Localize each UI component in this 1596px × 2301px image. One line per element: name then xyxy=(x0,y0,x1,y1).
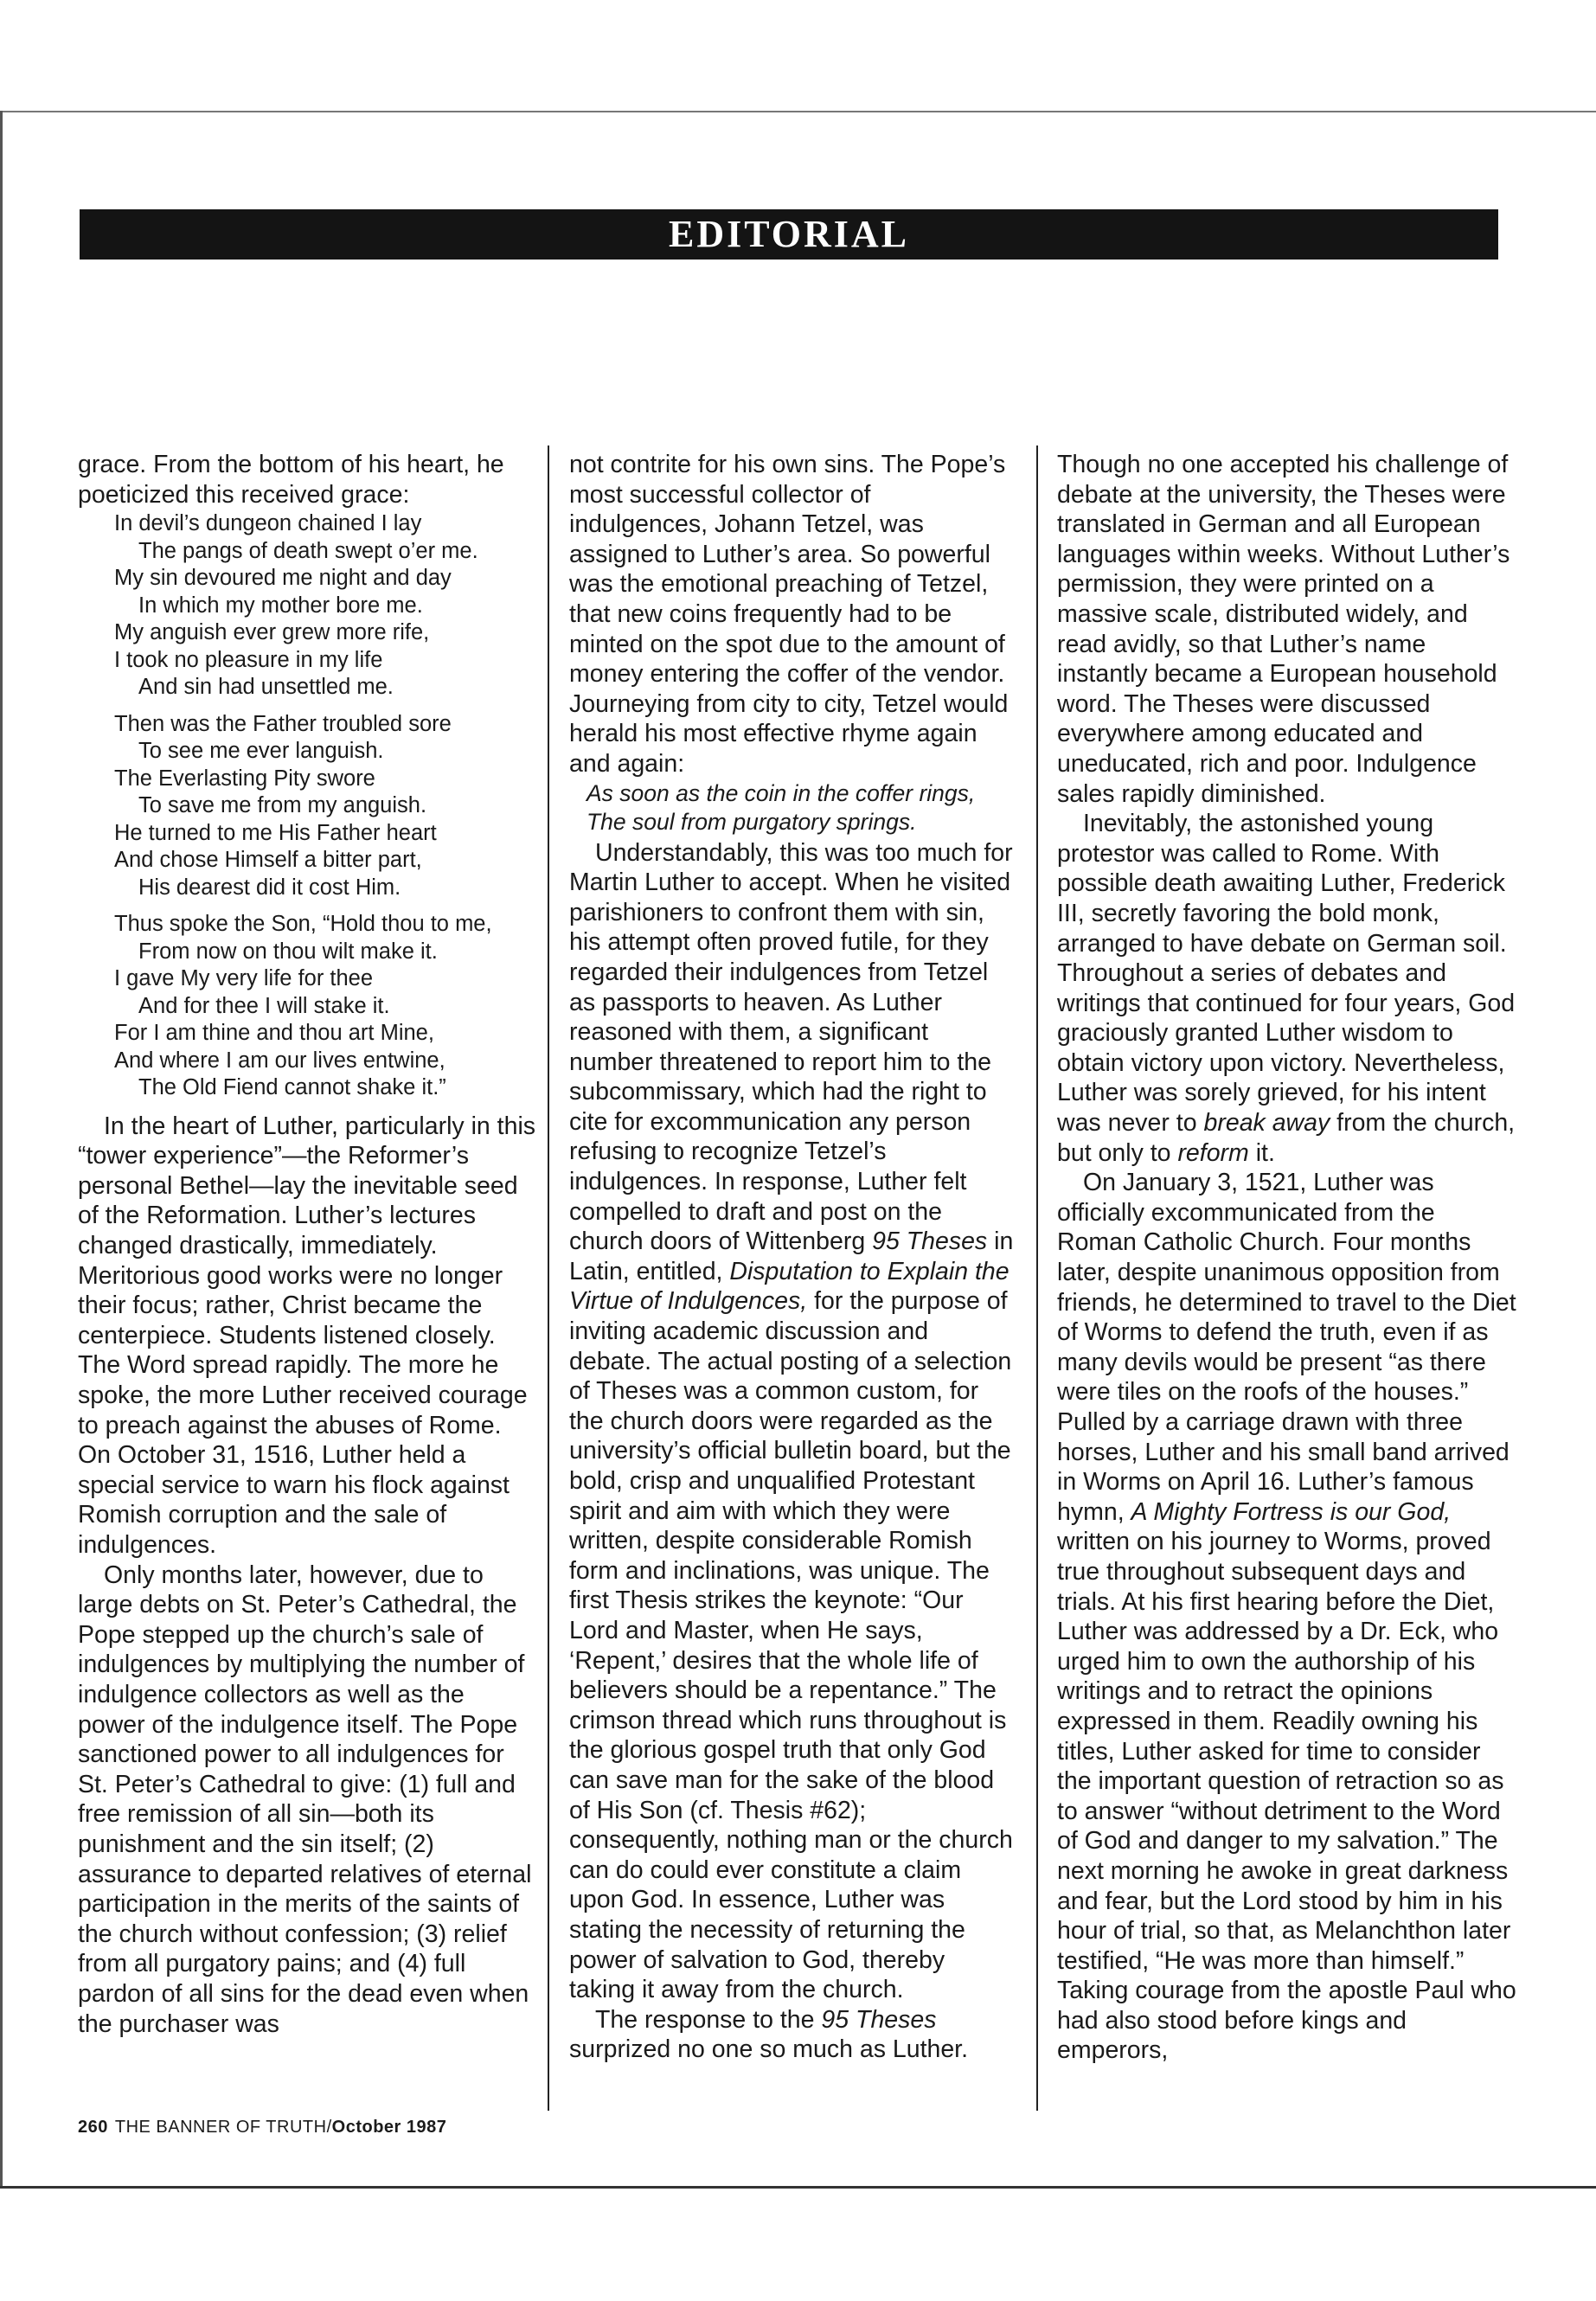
poem-line: To see me ever languish. xyxy=(138,739,384,764)
page-footer xyxy=(78,2117,446,2138)
text-run: surprized no one so much as Luther. xyxy=(569,2035,969,2064)
poem-line: And chose Himself a bitter part, xyxy=(114,848,422,873)
col2-paragraph xyxy=(569,2005,1015,2065)
col1-intro: grace. From the bottom of his heart, he poeticized this received grace: xyxy=(78,451,504,509)
section-title: EDITORIAL xyxy=(668,213,910,255)
poem-line: My sin devoured me night and day xyxy=(114,566,452,591)
column-2 xyxy=(569,450,1015,2065)
poem-line: Then was the Father troubled sore xyxy=(114,711,452,736)
text-run: The response to the xyxy=(595,2005,822,2034)
poem-line: I took no pleasure in my life xyxy=(114,647,383,672)
text-run: Inevitably, the astonished young protestor was called to Rome. With possible death awaiting Luther, Frederick III, secretly favoring the bold monk, arranged to have debate on German soil. Throughout a series of debates and writings that continued for four years, God graciously granted Luther wisdom to obtain victory upon victory. Nevertheless, Luther was sorely grieved, for his intent was never to xyxy=(1057,810,1516,1138)
poem-line: And sin had unsettled me. xyxy=(138,675,394,700)
poem-line: The pangs of death swept o’er me. xyxy=(138,538,478,563)
italic-phrase: reform xyxy=(1177,1138,1249,1167)
poem-line: I gave My very life for thee xyxy=(114,966,374,991)
tetzel-rhyme xyxy=(586,779,1015,836)
col3-paragraph xyxy=(1057,1168,1517,2066)
italic-title: 95 Theses xyxy=(872,1227,988,1256)
section-banner xyxy=(80,209,1498,260)
text-run: from the church, but only to xyxy=(1057,1109,1516,1167)
column-divider xyxy=(1036,445,1038,2111)
col1-paragraph: Only months later, however, due to large debts on St. Peter’s Cathedral, the Pope stepped up the church’s sale of indulgences by multiplying the number of indulgence collectors as well as the power of the indulgence itself. The Pope sanctioned power to all indulgences for St. Peter’s Cathedral to give: (1) full and free remission of all sin—both its punishment and the sin itself; (2) assurance to departed relatives of eternal participation in the merits of the saints of the church without confession; (3) relief from all purgatory pains; and (4) full pardon of all sins for the dead even when the purchaser was xyxy=(78,1561,532,2038)
poem-stanza-2 xyxy=(78,711,536,902)
text-run: for the purpose of inviting academic discussion and debate. The actual posting of a selection of Theses was a common custom, for the church doors were regarded as the university’s official bulletin board, but the bold, crisp and unqualified Protestant spirit and aim with which they were written, despite considerable Romish form and inclinations, was unique. The first Thesis strikes the keynote: “Our Lord and Master, when He says, ‘Repent,’ desires that the whole life of believers should be a repentance.” The crimson thread which runs throughout is the glorious gospel truth that only God can save man for the sake of the blood of His Son (cf. Thesis #62); consequently, nothing man or the church can do could ever constitute a claim upon God. In essence, Luther was stating the necessity of returning the power of salvation to God, thereby taking it away from the church. xyxy=(569,1287,1013,2004)
issue-date: October 1987 xyxy=(331,2118,447,2137)
poem-line: The Everlasting Pity swore xyxy=(114,766,375,791)
poem-stanza-3 xyxy=(78,911,536,1102)
poem-line: In which my mother bore me. xyxy=(138,593,423,618)
poem-line: The Old Fiend cannot shake it.” xyxy=(138,1075,446,1100)
top-edge-rule xyxy=(0,111,1596,112)
poem-line: In devil’s dungeon chained I lay xyxy=(114,511,422,536)
bottom-edge-rule xyxy=(0,2186,1596,2189)
poem-line: My anguish ever grew more rife, xyxy=(114,620,430,645)
poem-line: He turned to me His Father heart xyxy=(114,820,437,845)
poem-line: Thus spoke the Son, “Hold thou to me, xyxy=(114,912,492,937)
text-run: written on his journey to Worms, proved true throughout subsequent days and trials. At his first hearing before the Diet, Luther was addressed by a Dr. Eck, who urged him to own the authorship of his writings and to retract the opinions expressed in them. Readily owning his titles, Luther asked for time to consider the important question of retraction so as to answer “without detriment to the Word of God and danger to my salvation.” The next morning he awoke in great darkness and fear, but the Lord stood by him in his hour of trial, so that, as Melanchthon later testified, “He was more than himself.” Taking courage from the apostle Paul who had also stood before kings and emperors, xyxy=(1057,1528,1516,2065)
rhyme-line: As soon as the coin in the coffer rings, xyxy=(586,779,976,806)
col2-paragraph: not contrite for his own sins. The Pope’s most successful collector of indulgences, Johann Tetzel, was assigned to Luther’s area. So powerful was the emotional preaching of Tetzel, that new coins frequently had to be minted on the spot due to the amount of money entering the coffer of the vendor. Journeying from city to city, Tetzel would herald his most effective rhyme again and again: xyxy=(569,451,1009,778)
poem-line: From now on thou wilt make it. xyxy=(138,939,438,964)
col3-paragraph: Though no one accepted his challenge of debate at the university, the Theses were translated in German and all European languages within weeks. Without Luther’s permission, they were printed on a massive scale, distributed widely, and read avidly, so that Luther’s name instantly became a European household word. The Theses were discussed everywhere among educated and uneducated, rich and poor. Indulgence sales rapidly diminished. xyxy=(1057,451,1510,808)
italic-title: Disputation to Explain the Virtue of Indulgences, xyxy=(569,1257,1010,1316)
italic-phrase: break away xyxy=(1203,1109,1330,1138)
poem-line: To save me from my anguish. xyxy=(138,793,427,818)
left-page-edge xyxy=(0,111,3,2187)
italic-title: A Mighty Fortress is our God, xyxy=(1131,1497,1452,1526)
publication-name: THE BANNER OF TRUTH/ xyxy=(114,2118,332,2137)
text-run: Understandably, this was too much for Martin Luther to accept. When he visited parishioners to confront them with sin, his attempt often proved futile, for they regarded their indulgences from Tetzel as passports to heaven. As Luther reasoned with them, a significant number threatened to report him to the subcommissary, which had the right to cite for excommunication any person refusing to recognize Tetzel’s indulgences. In response, Luther felt compelled to draft and post on the church doors of Wittenberg xyxy=(569,838,1013,1256)
rhyme-line: The soul from purgatory springs. xyxy=(586,808,917,835)
page-number: 260 xyxy=(78,2118,108,2137)
col2-paragraph xyxy=(569,838,1015,2005)
column-3 xyxy=(1057,450,1517,2066)
text-run: in Latin, entitled, xyxy=(569,1227,1014,1285)
poem-line: His dearest did it cost Him. xyxy=(138,875,401,900)
poem-stanza-1 xyxy=(78,510,536,702)
text-run: On January 3, 1521, Luther was officially excommunicated from the Roman Catholic Church. Four months later, despite unanimous opposition from friends, he determined to travel to the Diet of Worms to defend the truth, even if as many devils would be present “as there were tiles on the roofs of the houses.” Pulled by a carriage drawn with three horses, Luther and his small band arrived in Worms on April 16. Luther’s famous hymn, xyxy=(1057,1169,1516,1526)
column-1 xyxy=(78,450,536,2039)
poem-line: For I am thine and thou art Mine, xyxy=(114,1021,434,1046)
poem-line: And for thee I will stake it. xyxy=(138,993,390,1018)
col3-paragraph xyxy=(1057,809,1517,1168)
col1-paragraph: In the heart of Luther, particularly in this “tower experience”—the Reformer’s personal Bethel—lay the inevitable seed of the Reformation. Luther’s lectures changed drastically, immediately. Meritorious good works were no longer their focus; rather, Christ became the centerpiece. Students listened closely. The Word spread rapidly. The more he spoke, the more Luther received courage to preach against the abuses of Rome. On October 31, 1516, Luther held a special service to warn his flock against Romish corruption and the sale of indulgences. xyxy=(78,1112,536,1559)
italic-title: 95 Theses xyxy=(821,2005,937,2034)
poem-line: And where I am our lives entwine, xyxy=(114,1048,445,1073)
text-run: it. xyxy=(1248,1138,1275,1167)
column-divider xyxy=(548,445,549,2111)
